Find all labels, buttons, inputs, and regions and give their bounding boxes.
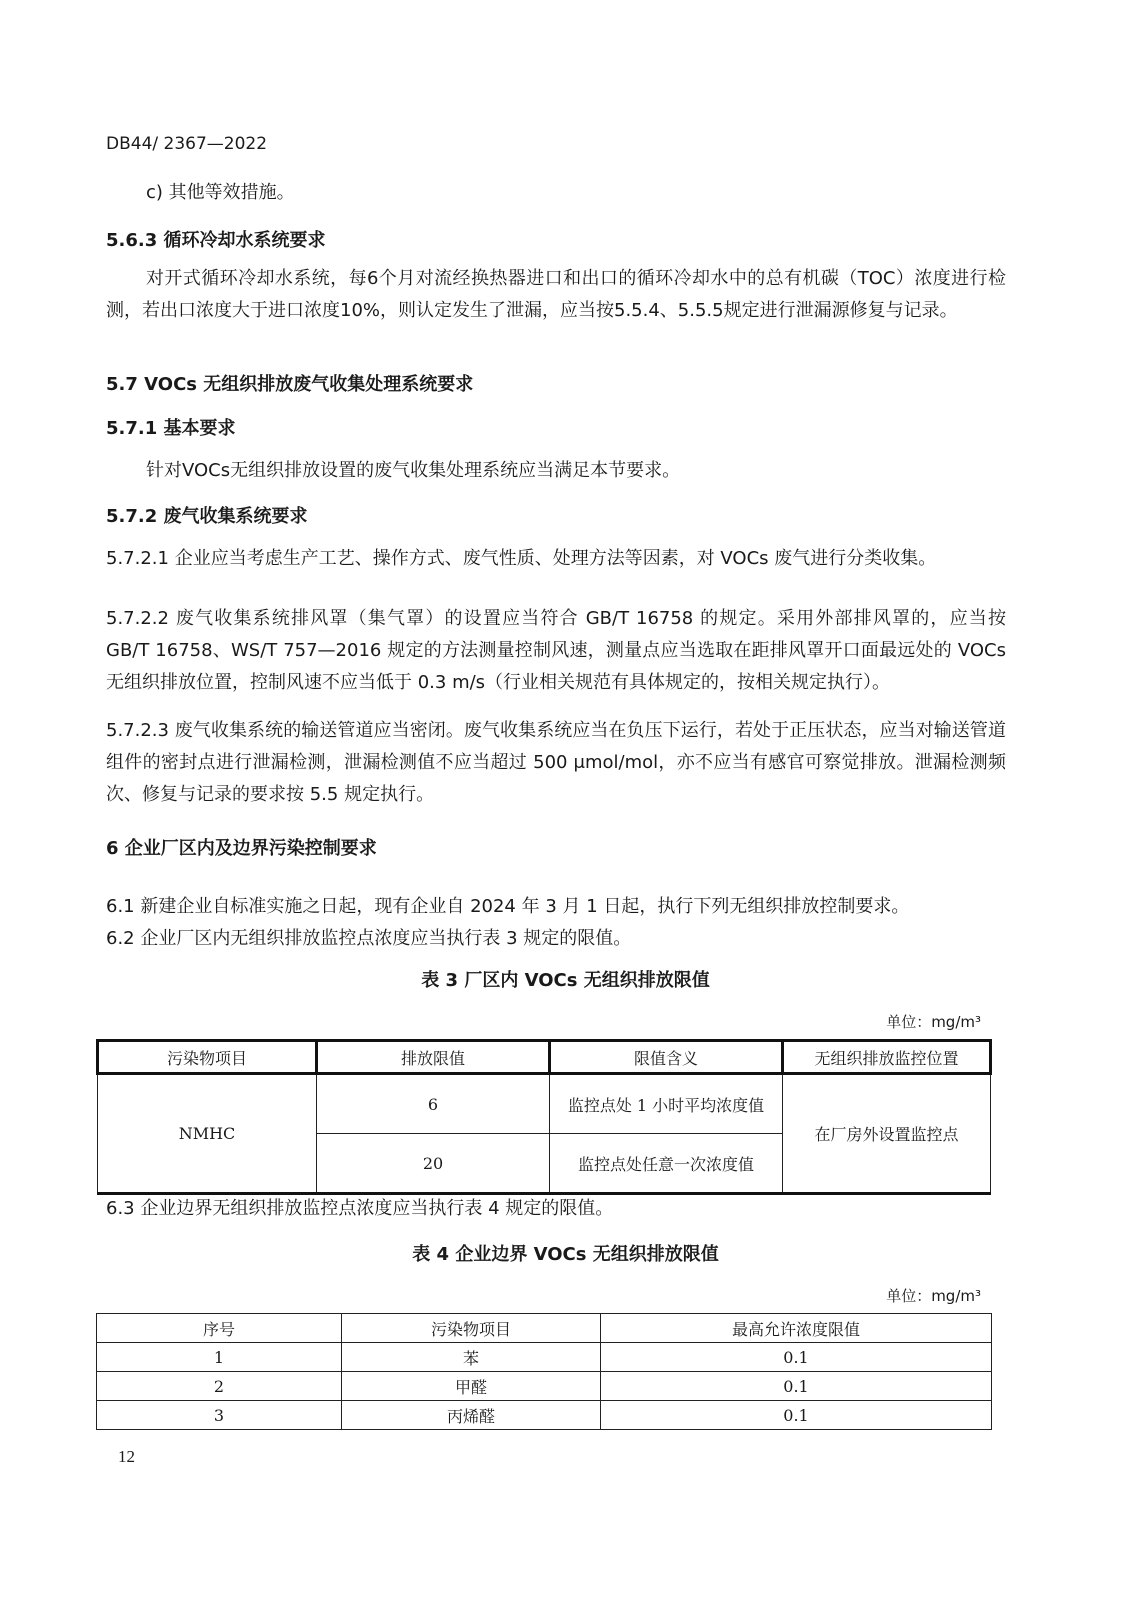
limit-cell: 0.1 (601, 1343, 992, 1372)
clause-5-7-2-3: 5.7.2.3 废气收集系统的输送管道应当密闭。废气收集系统应当在负压下运行，若处于正压状态，应当对输送管道组件的密封点进行泄漏检测，泄漏检测值不应当超过 500 μmol/mol，亦不应当有感官可察觉排放。泄漏检测频次、修复与记录的要求按 5.5 规定执行。 (106, 720, 1006, 805)
table-header-cell: 最高允许浓度限值 (601, 1314, 992, 1343)
section-5-7-1-text: 针对VOCs无组织排放设置的废气收集处理系统应当满足本节要求。 (146, 460, 681, 481)
section-5-7-heading: 5.7 VOCs 无组织排放废气收集处理系统要求 (106, 374, 474, 395)
pollutant-cell: 苯 (342, 1343, 601, 1372)
section-5-6-3-heading: 5.6.3 循环冷却水系统要求 (106, 230, 326, 251)
table-header-cell: 限值含义 (550, 1041, 783, 1074)
table4-caption: 表 4 企业边界 VOCs 无组织排放限值 (412, 1244, 719, 1265)
table-header-cell: 排放限值 (317, 1041, 550, 1074)
document-code-header: DB44/ 2367—2022 (106, 134, 268, 154)
clause-5-7-2-2: 5.7.2.2 废气收集系统排风罩（集气罩）的设置应当符合 GB/T 16758 的规定。采用外部排风罩的，应当按 GB/T 16758、WS/T 757—2016 规定的方法测量控制风速，测量点应当选取在距排风罩开口面最远处的 VOCs 无组织排放位置，控制风速不应当低于 0.3 m/s（行业相关规范有具体规定的，按相关规定执行）。 (106, 608, 1006, 693)
limit-value-cell: 20 (317, 1134, 550, 1194)
pollutant-cell: 丙烯醛 (342, 1401, 601, 1430)
row-number-cell: 3 (97, 1401, 342, 1430)
table3-caption: 表 3 厂区内 VOCs 无组织排放限值 (421, 970, 710, 991)
table-header-row (97, 1314, 992, 1343)
table3 (96, 1039, 992, 1195)
table-header-cell: 序号 (97, 1314, 342, 1343)
table-row (97, 1401, 992, 1430)
clause-5-7-2-1: 5.7.2.1 企业应当考虑生产工艺、操作方式、废气性质、处理方法等因素，对 VOCs 废气进行分类收集。 (106, 548, 937, 569)
table-header-cell: 污染物项目 (342, 1314, 601, 1343)
clause-6-2: 6.2 企业厂区内无组织排放监控点浓度应当执行表 3 规定的限值。 (106, 928, 632, 949)
clause-6-1: 6.1 新建企业自标准实施之日起，现有企业自 2024 年 3 月 1 日起，执行下列无组织排放控制要求。 (106, 896, 910, 917)
table-row (98, 1074, 991, 1134)
page-number: 12 (118, 1447, 135, 1466)
limit-cell: 0.1 (601, 1401, 992, 1430)
table3-unit: 单位：mg/m³ (886, 1013, 981, 1031)
section-6-heading: 6 企业厂区内及边界污染控制要求 (106, 838, 377, 859)
limit-value-cell: 6 (317, 1074, 550, 1134)
limit-meaning-cell: 监控点处任意一次浓度值 (550, 1134, 783, 1194)
table4-unit: 单位：mg/m³ (886, 1287, 981, 1305)
table-header-row (98, 1041, 991, 1074)
limit-meaning-cell: 监控点处 1 小时平均浓度值 (550, 1074, 783, 1134)
table-header-cell: 污染物项目 (98, 1041, 317, 1074)
row-number-cell: 2 (97, 1372, 342, 1401)
table-header-cell: 无组织排放监控位置 (783, 1041, 991, 1074)
table-row (97, 1343, 992, 1372)
section-5-7-1-heading: 5.7.1 基本要求 (106, 418, 236, 439)
section-5-6-3-text: 对开式循环冷却水系统，每6个月对流经换热器进口和出口的循环冷却水中的总有机碳（TOC）浓度进行检测，若出口浓度大于进口浓度10%，则认定发生了泄漏，应当按5.5.4、5.5.5规定进行泄漏源修复与记录。 (106, 268, 1006, 321)
item-c: c) 其他等效措施。 (146, 182, 295, 203)
row-number-cell: 1 (97, 1343, 342, 1372)
monitor-location-cell: 在厂房外设置监控点 (783, 1074, 991, 1194)
section-5-7-2-heading: 5.7.2 废气收集系统要求 (106, 506, 308, 527)
clause-6-3: 6.3 企业边界无组织排放监控点浓度应当执行表 4 规定的限值。 (106, 1198, 614, 1219)
pollutant-cell: NMHC (98, 1074, 317, 1194)
table-row (97, 1372, 992, 1401)
limit-cell: 0.1 (601, 1372, 992, 1401)
pollutant-cell: 甲醛 (342, 1372, 601, 1401)
table4 (96, 1313, 992, 1430)
